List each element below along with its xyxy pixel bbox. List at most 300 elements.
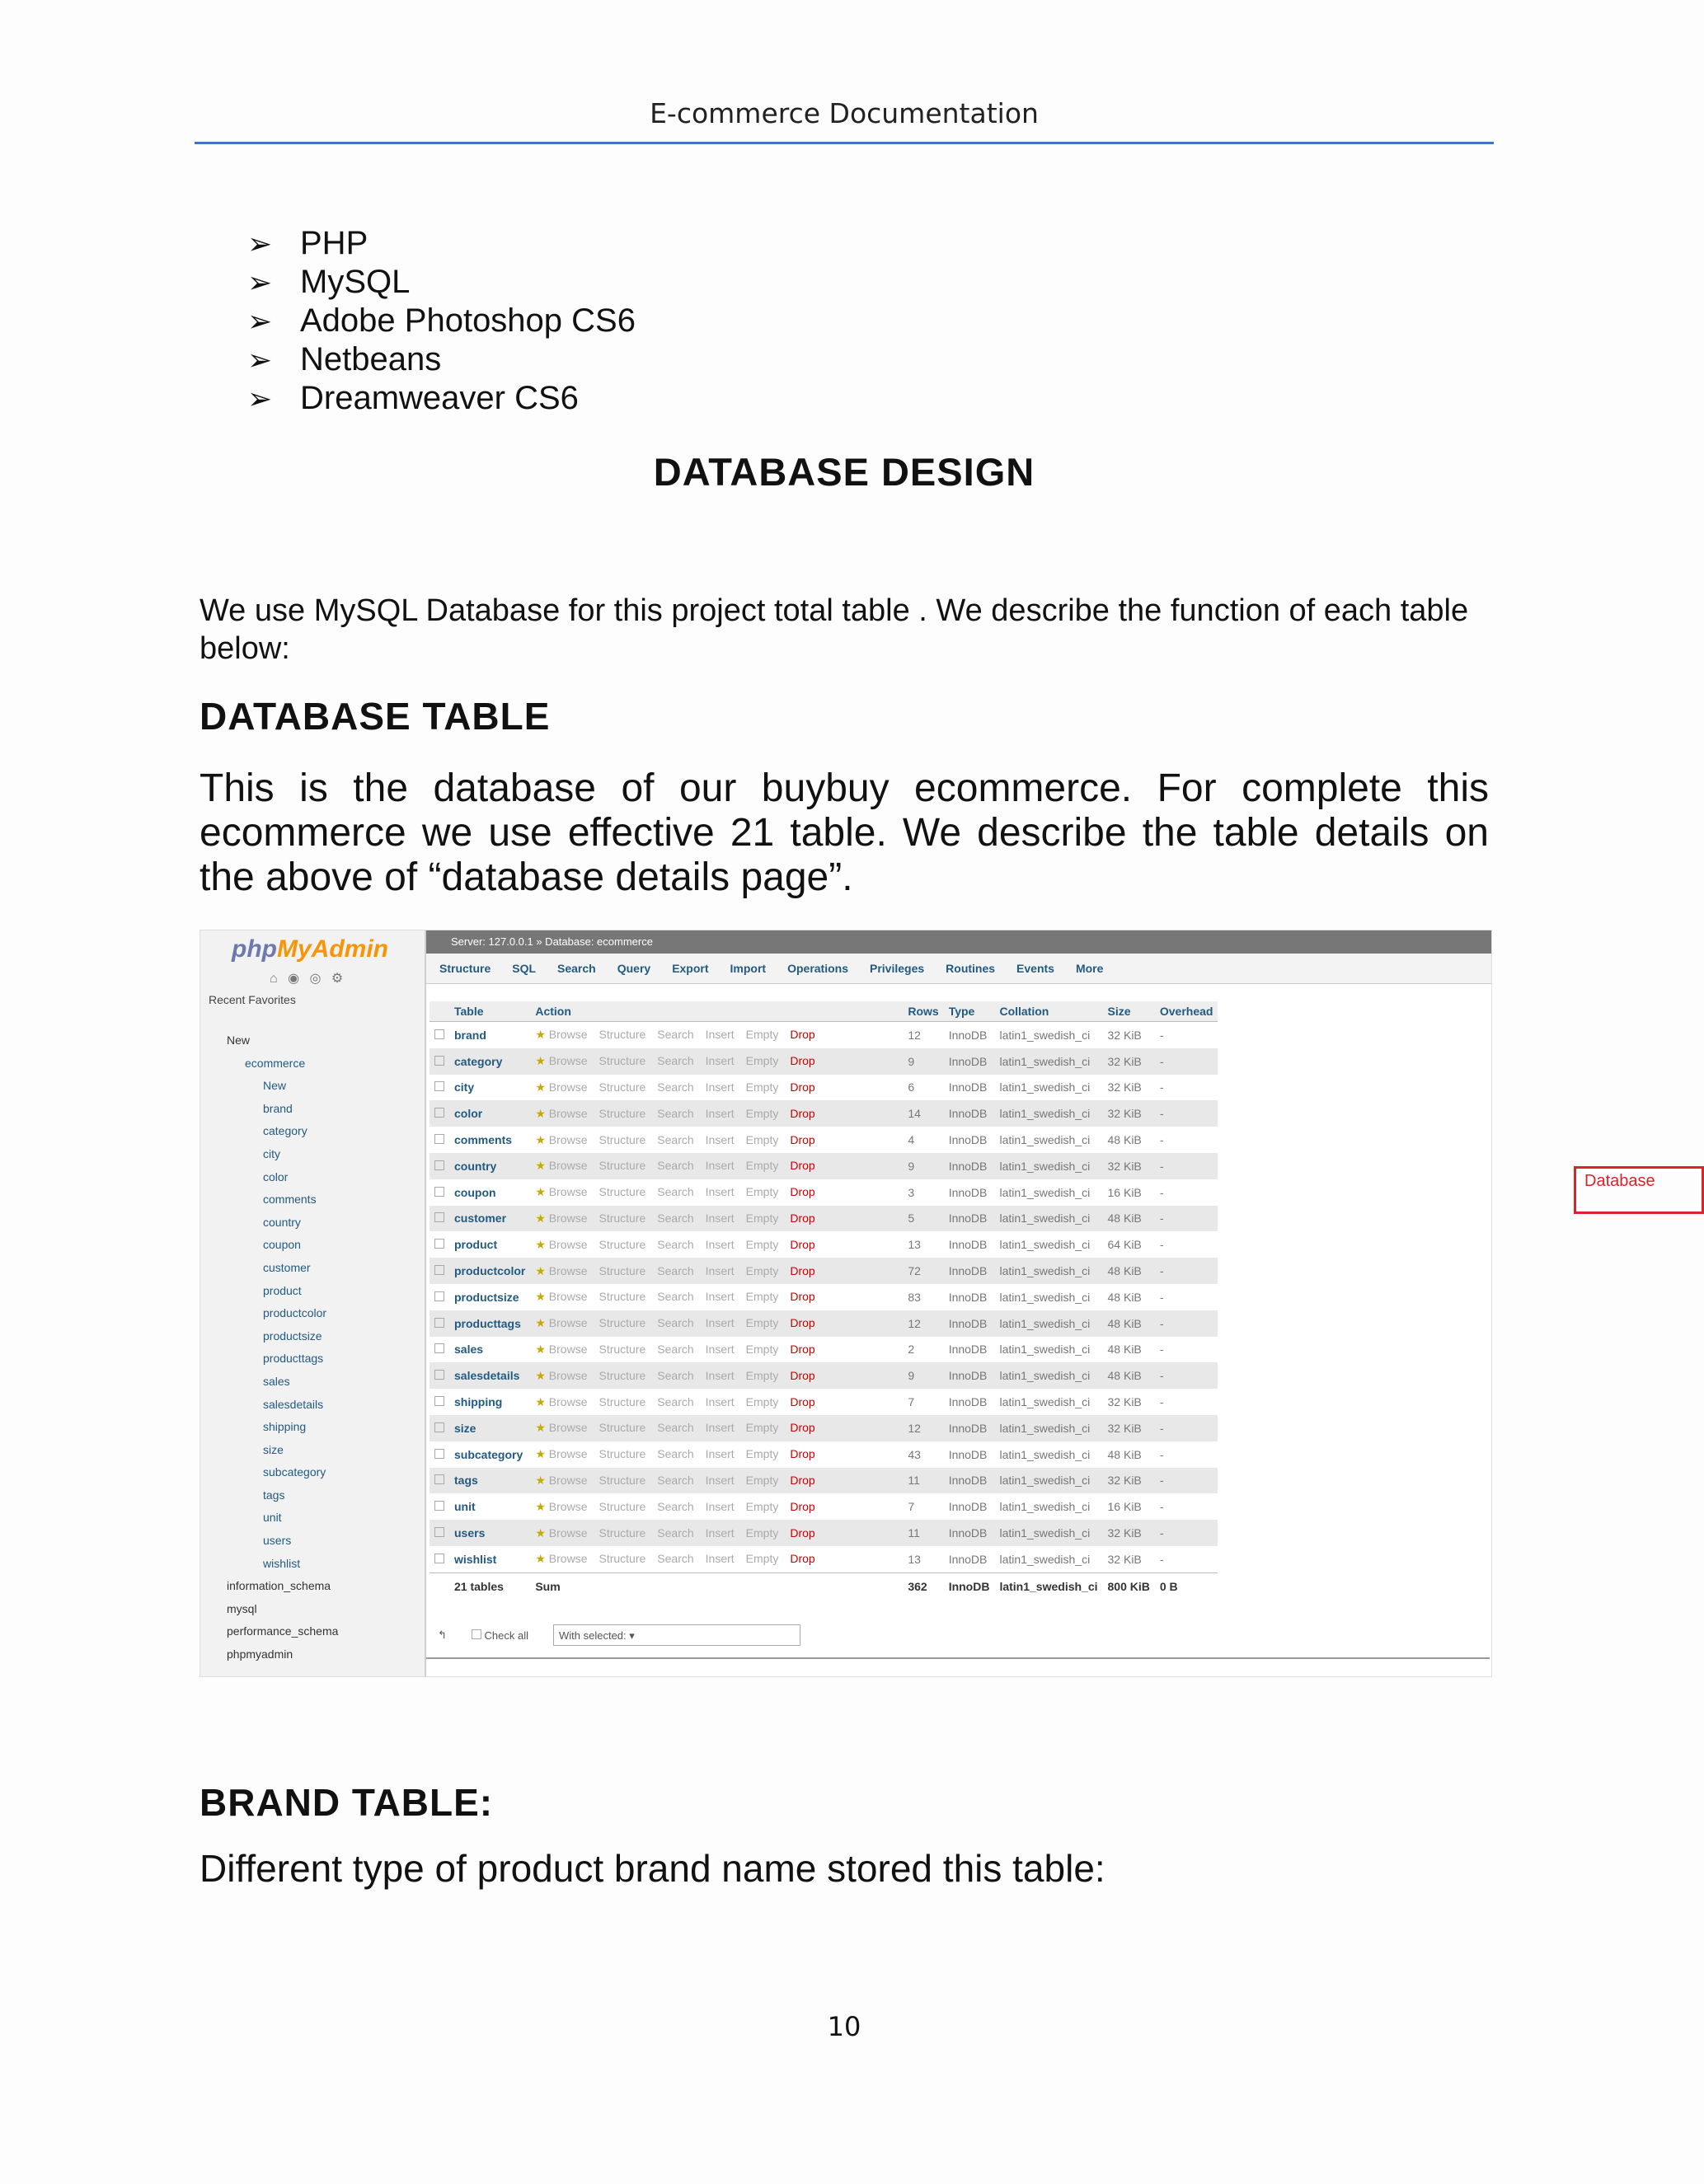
row-checkbox[interactable] (430, 1415, 449, 1441)
action-empty-link[interactable]: Empty (745, 1263, 779, 1277)
favorite-star-icon[interactable]: ★ (535, 1394, 549, 1408)
action-search-link[interactable]: Search (657, 1211, 694, 1225)
row-actions (530, 1362, 903, 1389)
table-name-link[interactable]: category (449, 1048, 530, 1075)
summary-overhead: 0 B (1155, 1572, 1218, 1599)
action-insert-link[interactable]: Insert (705, 1290, 735, 1304)
row-checkbox[interactable] (430, 1127, 449, 1153)
tree-item[interactable]: category (263, 1124, 307, 1138)
favorite-star-icon[interactable]: ★ (535, 1368, 549, 1382)
overhead: - (1155, 1231, 1218, 1258)
favorite-star-icon[interactable]: ★ (535, 1028, 549, 1042)
action-empty-link[interactable]: Empty (745, 1552, 779, 1566)
table-size: 16 KiB (1103, 1493, 1155, 1520)
action-empty-link[interactable]: Empty (745, 1054, 779, 1068)
favorite-star-icon[interactable]: ★ (535, 1080, 549, 1094)
action-search-link[interactable]: Search (657, 1132, 694, 1146)
action-drop-link[interactable]: Drop (790, 1080, 815, 1094)
action-drop-link[interactable]: Drop (790, 1028, 815, 1042)
tree-item[interactable]: shipping (263, 1420, 307, 1434)
action-structure-link[interactable]: Structure (599, 1473, 646, 1487)
tree-item[interactable]: information_schema (227, 1579, 331, 1593)
action-structure-link[interactable]: Structure (599, 1132, 646, 1146)
tab-query[interactable]: Query (617, 962, 651, 975)
action-insert-link[interactable]: Insert (705, 1499, 735, 1513)
row-count: 9 (903, 1362, 943, 1389)
action-structure-link[interactable]: Structure (599, 1080, 646, 1094)
action-insert-link[interactable]: Insert (705, 1447, 735, 1461)
action-empty-link[interactable]: Empty (745, 1447, 779, 1461)
table-size: 48 KiB (1103, 1337, 1155, 1363)
list-item-label: Dreamweaver CS6 (300, 380, 579, 416)
row-count: 13 (903, 1546, 943, 1572)
tools-list (247, 224, 636, 418)
action-empty-link[interactable]: Empty (745, 1028, 779, 1042)
table-name-link[interactable]: wishlist (449, 1546, 530, 1572)
row-actions (530, 1153, 903, 1179)
collation: latin1_swedish_ci (994, 1362, 1102, 1389)
favorite-star-icon[interactable]: ★ (535, 1342, 549, 1356)
table-name-link[interactable]: product (449, 1231, 530, 1258)
engine-type: InnoDB (944, 1284, 995, 1310)
favorite-star-icon[interactable]: ★ (535, 1211, 549, 1225)
action-empty-link[interactable]: Empty (745, 1499, 779, 1513)
action-structure-link[interactable]: Structure (599, 1342, 646, 1356)
row-count: 9 (903, 1048, 943, 1075)
engine-type: InnoDB (944, 1075, 995, 1101)
action-search-link[interactable]: Search (657, 1473, 694, 1487)
list-item-label: MySQL (300, 264, 411, 300)
action-browse-link[interactable]: Browse (548, 1394, 588, 1408)
engine-type: InnoDB (944, 1258, 995, 1284)
engine-type: InnoDB (944, 1153, 995, 1179)
action-empty-link[interactable]: Empty (745, 1159, 779, 1173)
action-search-link[interactable]: Search (657, 1159, 694, 1173)
tree-item[interactable]: color (263, 1169, 289, 1183)
list-item (247, 224, 636, 263)
tree-item[interactable]: salesdetails (263, 1397, 324, 1411)
overhead: - (1155, 1022, 1218, 1048)
table-name-link[interactable]: salesdetails (449, 1362, 530, 1389)
engine-type: InnoDB (944, 1048, 995, 1075)
row-count: 3 (903, 1179, 943, 1206)
engine-type: InnoDB (944, 1546, 995, 1572)
favorite-star-icon[interactable]: ★ (535, 1473, 549, 1487)
action-empty-link[interactable]: Empty (745, 1185, 779, 1199)
tree-item[interactable]: city (263, 1146, 280, 1160)
summary-size: 800 KiB (1103, 1572, 1155, 1599)
sidebar-tabs: Recent Favorites (209, 993, 296, 1006)
action-browse-link[interactable]: Browse (548, 1316, 588, 1330)
action-insert-link[interactable]: Insert (705, 1473, 735, 1487)
tree-item[interactable]: phpmyadmin (227, 1647, 293, 1661)
engine-type: InnoDB (944, 1493, 995, 1520)
action-insert-link[interactable]: Insert (705, 1054, 735, 1068)
action-insert-link[interactable]: Insert (705, 1368, 735, 1382)
action-structure-link[interactable]: Structure (599, 1526, 646, 1540)
action-browse-link[interactable]: Browse (548, 1211, 588, 1225)
action-structure-link[interactable]: Structure (599, 1211, 646, 1225)
action-search-link[interactable]: Search (657, 1263, 694, 1277)
action-insert-link[interactable]: Insert (705, 1080, 735, 1094)
action-empty-link[interactable]: Empty (745, 1106, 779, 1120)
collation: latin1_swedish_ci (994, 1441, 1102, 1468)
check-all-checkbox[interactable]: Check all (472, 1629, 528, 1642)
overhead: - (1155, 1075, 1218, 1101)
action-browse-link[interactable]: Browse (548, 1106, 588, 1120)
tree-item[interactable]: customer (263, 1260, 311, 1274)
action-browse-link[interactable]: Browse (548, 1185, 588, 1199)
row-checkbox[interactable] (430, 1258, 449, 1284)
action-empty-link[interactable]: Empty (745, 1132, 779, 1146)
table-name-link[interactable]: brand (449, 1022, 530, 1048)
action-search-link[interactable]: Search (657, 1499, 694, 1513)
overhead: - (1155, 1493, 1218, 1520)
action-browse-link[interactable]: Browse (548, 1290, 588, 1304)
row-checkbox[interactable] (430, 1337, 449, 1363)
engine-type: InnoDB (944, 1415, 995, 1441)
action-insert-link[interactable]: Insert (705, 1526, 735, 1540)
table-size: 48 KiB (1103, 1362, 1155, 1389)
arrow-bullet-icon: ➢ (247, 343, 273, 377)
row-checkbox[interactable] (430, 1441, 449, 1468)
tab-import[interactable]: Import (730, 962, 767, 975)
action-structure-link[interactable]: Structure (599, 1421, 646, 1435)
action-structure-link[interactable]: Structure (599, 1447, 646, 1461)
row-checkbox[interactable] (430, 1546, 449, 1572)
favorite-star-icon[interactable]: ★ (535, 1552, 549, 1566)
action-browse-link[interactable]: Browse (548, 1447, 588, 1461)
tab-sql[interactable]: SQL (512, 962, 537, 975)
action-insert-link[interactable]: Insert (705, 1211, 735, 1225)
tree-item[interactable]: product (263, 1283, 302, 1297)
row-count: 43 (903, 1441, 943, 1468)
tree-item[interactable]: subcategory (263, 1465, 326, 1479)
action-structure-link[interactable]: Structure (599, 1499, 646, 1513)
action-browse-link[interactable]: Browse (548, 1159, 588, 1173)
action-structure-link[interactable]: Structure (599, 1316, 646, 1330)
tree-item[interactable]: comments (263, 1193, 317, 1207)
row-actions (530, 1022, 903, 1048)
tab-routines[interactable]: Routines (946, 962, 996, 975)
tree-item[interactable]: mysql (227, 1601, 257, 1615)
tree-item[interactable]: ecommerce (245, 1056, 306, 1070)
engine-type: InnoDB (944, 1179, 995, 1206)
action-structure-link[interactable]: Structure (599, 1394, 646, 1408)
overhead: - (1155, 1100, 1218, 1127)
tree-item[interactable]: unit (263, 1511, 282, 1525)
favorite-star-icon[interactable]: ★ (535, 1447, 549, 1461)
tree-item[interactable]: sales (263, 1374, 290, 1388)
collation: latin1_swedish_ci (994, 1337, 1102, 1363)
action-browse-link[interactable]: Browse (548, 1552, 588, 1566)
row-actions (530, 1231, 903, 1258)
table-name-link[interactable]: coupon (449, 1179, 530, 1206)
row-actions (530, 1100, 903, 1127)
action-insert-link[interactable]: Insert (705, 1185, 735, 1199)
favorite-star-icon[interactable]: ★ (535, 1054, 549, 1068)
favorite-star-icon[interactable]: ★ (535, 1106, 549, 1120)
table-name-link[interactable]: size (449, 1415, 530, 1441)
table-name-link[interactable]: color (449, 1100, 530, 1127)
table-name-link[interactable]: shipping (449, 1389, 530, 1415)
action-search-link[interactable]: Search (657, 1316, 694, 1330)
row-checkbox[interactable] (430, 1284, 449, 1310)
action-drop-link[interactable]: Drop (790, 1421, 815, 1435)
favorite-star-icon[interactable]: ★ (535, 1159, 549, 1173)
tree-item[interactable]: producttags (263, 1352, 324, 1366)
row-actions (530, 1389, 903, 1415)
tree-item[interactable]: productsize (263, 1329, 322, 1343)
engine-type: InnoDB (944, 1468, 995, 1494)
action-drop-link[interactable]: Drop (790, 1552, 815, 1566)
action-empty-link[interactable]: Empty (745, 1211, 779, 1225)
tree-item[interactable]: productcolor (263, 1306, 327, 1320)
action-drop-link[interactable]: Drop (790, 1106, 815, 1120)
action-insert-link[interactable]: Insert (705, 1159, 735, 1173)
favorite-star-icon[interactable]: ★ (535, 1132, 549, 1146)
table-name-link[interactable]: subcategory (449, 1441, 530, 1468)
table-name-link[interactable]: city (449, 1075, 530, 1101)
overhead: - (1155, 1258, 1218, 1284)
collation: latin1_swedish_ci (994, 1075, 1102, 1101)
tab-operations[interactable]: Operations (787, 962, 848, 975)
row-checkbox[interactable] (430, 1493, 449, 1520)
table-size: 32 KiB (1103, 1075, 1155, 1101)
action-insert-link[interactable]: Insert (705, 1028, 735, 1042)
action-search-link[interactable]: Search (657, 1106, 694, 1120)
action-search-link[interactable]: Search (657, 1290, 694, 1304)
action-drop-link[interactable]: Drop (790, 1316, 815, 1330)
engine-type: InnoDB (944, 1362, 995, 1389)
table-size: 16 KiB (1103, 1179, 1155, 1206)
action-browse-link[interactable]: Browse (548, 1080, 588, 1094)
favorite-star-icon[interactable]: ★ (535, 1421, 549, 1435)
table-row (430, 1546, 1218, 1572)
row-checkbox[interactable] (430, 1310, 449, 1337)
list-item-label: Netbeans (300, 341, 442, 377)
table-name-link[interactable]: sales (449, 1337, 530, 1363)
action-empty-link[interactable]: Empty (745, 1316, 779, 1330)
action-empty-link[interactable]: Empty (745, 1421, 779, 1435)
action-structure-link[interactable]: Structure (599, 1263, 646, 1277)
tree-item[interactable]: country (263, 1215, 301, 1229)
action-browse-link[interactable]: Browse (548, 1526, 588, 1540)
action-browse-link[interactable]: Browse (548, 1473, 588, 1487)
row-checkbox[interactable] (430, 1153, 449, 1179)
favorite-star-icon[interactable]: ★ (535, 1290, 549, 1304)
row-checkbox[interactable] (430, 1100, 449, 1127)
row-checkbox[interactable] (430, 1231, 449, 1258)
favorite-star-icon[interactable]: ★ (535, 1263, 549, 1277)
action-browse-link[interactable]: Browse (548, 1499, 588, 1513)
action-search-link[interactable]: Search (657, 1028, 694, 1042)
arrow-bullet-icon: ➢ (247, 265, 273, 299)
action-insert-link[interactable]: Insert (705, 1106, 735, 1120)
table-size: 32 KiB (1103, 1153, 1155, 1179)
tree-item[interactable]: performance_schema (227, 1624, 339, 1638)
action-structure-link[interactable]: Structure (599, 1185, 646, 1199)
action-search-link[interactable]: Search (657, 1421, 694, 1435)
page-number: 10 (827, 2011, 861, 2042)
row-checkbox[interactable] (430, 1048, 449, 1075)
action-insert-link[interactable]: Insert (705, 1132, 735, 1146)
action-drop-link[interactable]: Drop (790, 1237, 815, 1251)
column-header: Table (449, 1001, 530, 1022)
tab-search[interactable]: Search (557, 962, 596, 975)
favorite-star-icon[interactable]: ★ (535, 1237, 549, 1251)
action-empty-link[interactable]: Empty (745, 1237, 779, 1251)
pma-sidebar (200, 930, 426, 1676)
action-structure-link[interactable]: Structure (599, 1368, 646, 1382)
tree-item[interactable]: New (263, 1079, 287, 1093)
tab-more[interactable]: More (1075, 962, 1104, 975)
row-checkbox[interactable] (430, 1520, 449, 1546)
tab-structure[interactable]: Structure (439, 962, 491, 975)
favorite-star-icon[interactable]: ★ (535, 1499, 549, 1513)
action-search-link[interactable]: Search (657, 1080, 694, 1094)
action-empty-link[interactable]: Empty (745, 1080, 779, 1094)
action-browse-link[interactable]: Browse (548, 1263, 588, 1277)
action-structure-link[interactable]: Structure (599, 1028, 646, 1042)
table-name-link[interactable]: producttags (449, 1310, 530, 1337)
action-browse-link[interactable]: Browse (548, 1132, 588, 1146)
action-drop-link[interactable]: Drop (790, 1526, 815, 1540)
tree-item[interactable]: tags (263, 1488, 285, 1502)
row-checkbox[interactable] (430, 1075, 449, 1101)
action-drop-link[interactable]: Drop (790, 1499, 815, 1513)
action-search-link[interactable]: Search (657, 1054, 694, 1068)
tree-item[interactable]: New (227, 1033, 251, 1047)
row-count: 5 (903, 1206, 943, 1232)
action-structure-link[interactable]: Structure (599, 1552, 646, 1566)
row-checkbox[interactable] (430, 1389, 449, 1415)
table-row (430, 1468, 1218, 1494)
table-name-link[interactable]: productcolor (449, 1258, 530, 1284)
row-actions (530, 1310, 903, 1337)
table-name-link[interactable]: country (449, 1153, 530, 1179)
action-search-link[interactable]: Search (657, 1368, 694, 1382)
tree-item[interactable]: coupon (263, 1238, 301, 1252)
action-insert-link[interactable]: Insert (705, 1421, 735, 1435)
action-browse-link[interactable]: Browse (548, 1342, 588, 1356)
action-drop-link[interactable]: Drop (790, 1394, 815, 1408)
row-count: 12 (903, 1022, 943, 1048)
row-actions (530, 1493, 903, 1520)
action-empty-link[interactable]: Empty (745, 1342, 779, 1356)
tree-item[interactable]: users (263, 1534, 292, 1548)
action-insert-link[interactable]: Insert (705, 1552, 735, 1566)
row-checkbox[interactable] (430, 1362, 449, 1389)
table-name-link[interactable]: customer (449, 1206, 530, 1232)
action-search-link[interactable]: Search (657, 1342, 694, 1356)
favorite-star-icon[interactable]: ★ (535, 1316, 549, 1330)
collation: latin1_swedish_ci (994, 1258, 1102, 1284)
action-drop-link[interactable]: Drop (790, 1159, 815, 1173)
tab-events[interactable]: Events (1016, 962, 1054, 975)
overhead: - (1155, 1362, 1218, 1389)
action-search-link[interactable]: Search (657, 1552, 694, 1566)
action-empty-link[interactable]: Empty (745, 1526, 779, 1540)
collation: latin1_swedish_ci (994, 1493, 1102, 1520)
table-size: 64 KiB (1103, 1231, 1155, 1258)
favorite-star-icon[interactable]: ★ (535, 1185, 549, 1199)
action-insert-link[interactable]: Insert (705, 1394, 735, 1408)
table-name-link[interactable]: users (449, 1520, 530, 1546)
action-search-link[interactable]: Search (657, 1237, 694, 1251)
action-empty-link[interactable]: Empty (745, 1368, 779, 1382)
action-drop-link[interactable]: Drop (790, 1368, 815, 1382)
pma-logo: phpMyAdmin (232, 935, 388, 963)
table-name-link[interactable]: comments (449, 1127, 530, 1153)
tree-item[interactable]: brand (263, 1101, 293, 1115)
row-checkbox[interactable] (430, 1022, 449, 1048)
bulk-actions (438, 1624, 800, 1646)
table-name-link[interactable]: unit (449, 1493, 530, 1520)
action-browse-link[interactable]: Browse (548, 1054, 588, 1068)
action-browse-link[interactable]: Browse (548, 1028, 588, 1042)
row-checkbox[interactable] (430, 1468, 449, 1494)
action-structure-link[interactable]: Structure (599, 1290, 646, 1304)
action-empty-link[interactable]: Empty (745, 1473, 779, 1487)
action-structure-link[interactable]: Structure (599, 1237, 646, 1251)
database-tree (209, 1029, 338, 1666)
action-drop-link[interactable]: Drop (790, 1211, 815, 1225)
action-drop-link[interactable]: Drop (790, 1054, 815, 1068)
action-empty-link[interactable]: Empty (745, 1394, 779, 1408)
row-checkbox[interactable] (430, 1206, 449, 1232)
action-structure-link[interactable]: Structure (599, 1159, 646, 1173)
table-name-link[interactable]: productsize (449, 1284, 530, 1310)
action-browse-link[interactable]: Browse (548, 1421, 588, 1435)
row-actions (530, 1468, 903, 1494)
page-header: E-commerce Documentation (650, 97, 1039, 129)
action-search-link[interactable]: Search (657, 1526, 694, 1540)
favorite-star-icon[interactable]: ★ (535, 1526, 549, 1540)
action-insert-link[interactable]: Insert (705, 1263, 735, 1277)
tree-item[interactable]: size (263, 1442, 284, 1456)
action-drop-link[interactable]: Drop (790, 1473, 815, 1487)
action-structure-link[interactable]: Structure (599, 1054, 646, 1068)
action-insert-link[interactable]: Insert (705, 1237, 735, 1251)
action-insert-link[interactable]: Insert (705, 1342, 735, 1356)
tree-item[interactable]: wishlist (263, 1556, 301, 1570)
action-insert-link[interactable]: Insert (705, 1316, 735, 1330)
action-search-link[interactable]: Search (657, 1394, 694, 1408)
tab-privileges[interactable]: Privileges (870, 962, 925, 975)
action-search-link[interactable]: Search (657, 1447, 694, 1461)
action-browse-link[interactable]: Browse (548, 1237, 588, 1251)
with-selected-select[interactable]: With selected: ▾ (553, 1624, 800, 1646)
action-structure-link[interactable]: Structure (599, 1106, 646, 1120)
action-drop-link[interactable]: Drop (790, 1342, 815, 1356)
tab-export[interactable]: Export (672, 962, 709, 975)
action-drop-link[interactable]: Drop (790, 1290, 815, 1304)
action-drop-link[interactable]: Drop (790, 1263, 815, 1277)
table-size: 48 KiB (1103, 1127, 1155, 1153)
table-name-link[interactable]: tags (449, 1468, 530, 1494)
action-drop-link[interactable]: Drop (790, 1185, 815, 1199)
collation: latin1_swedish_ci (994, 1022, 1102, 1048)
engine-type: InnoDB (944, 1231, 995, 1258)
row-checkbox[interactable] (430, 1179, 449, 1206)
action-empty-link[interactable]: Empty (745, 1290, 779, 1304)
action-browse-link[interactable]: Browse (548, 1368, 588, 1382)
action-drop-link[interactable]: Drop (790, 1132, 815, 1146)
action-drop-link[interactable]: Drop (790, 1447, 815, 1461)
collation: latin1_swedish_ci (994, 1415, 1102, 1441)
action-search-link[interactable]: Search (657, 1185, 694, 1199)
